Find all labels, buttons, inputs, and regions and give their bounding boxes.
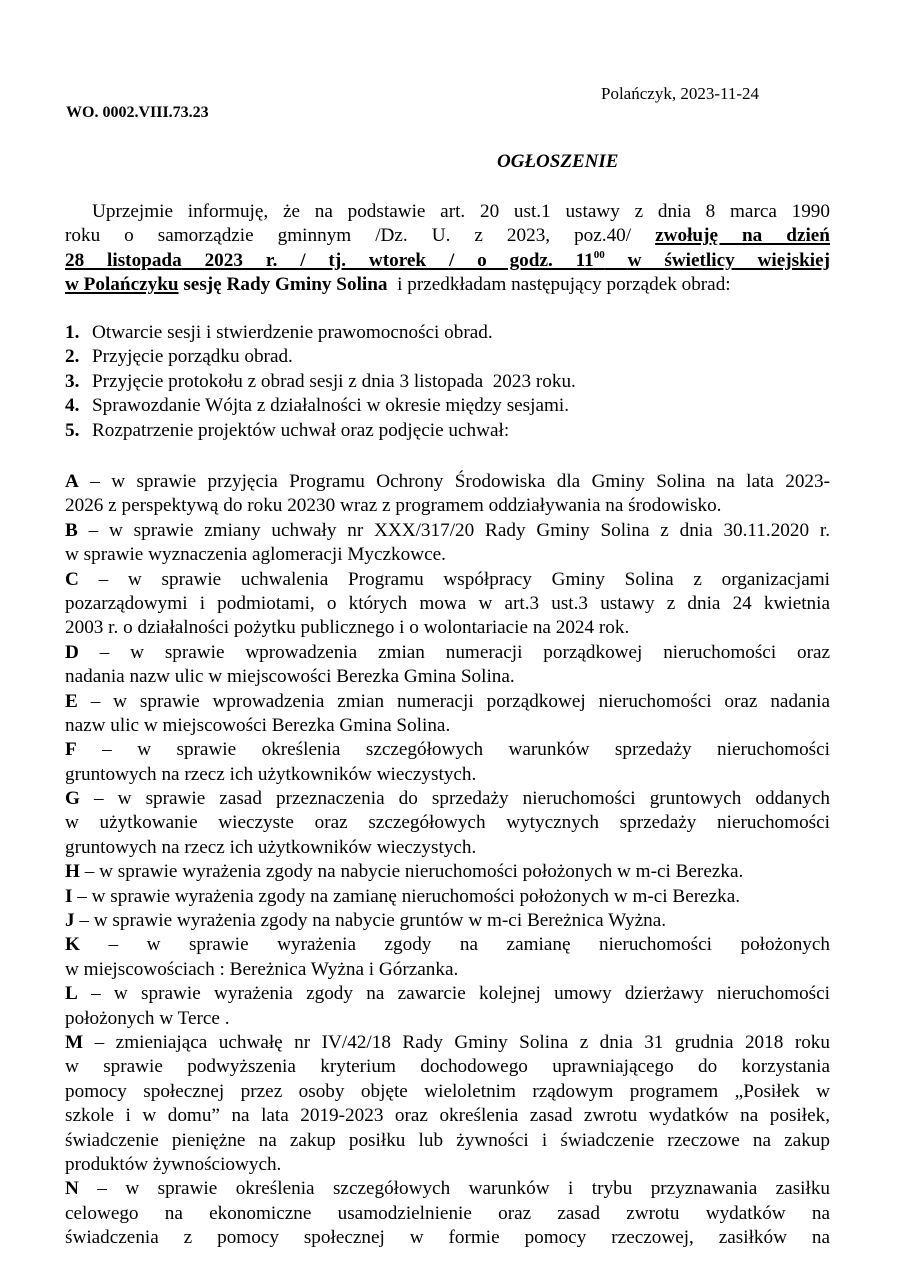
agenda-item-text: Sprawozdanie Wójta z działalności w okresie między sesjami. bbox=[92, 395, 570, 417]
resolution-line bbox=[65, 1177, 830, 1201]
resolution-text: w sprawie wyznaczenia aglomeracji Myczkowce. bbox=[65, 544, 446, 566]
intro-line-2 bbox=[65, 224, 830, 248]
resolution-letter: L bbox=[65, 983, 78, 1005]
resolution-line bbox=[65, 1202, 830, 1226]
resolution-line bbox=[65, 616, 830, 640]
resolution-text: w sprawie podwyższenia kryterium dochodowego uprawniającego do korzystania bbox=[65, 1056, 830, 1078]
agenda-item bbox=[65, 345, 576, 369]
resolution-line bbox=[65, 860, 830, 884]
agenda-item bbox=[65, 370, 576, 394]
resolution-item-a bbox=[65, 470, 830, 519]
resolution-letter: K bbox=[65, 934, 80, 956]
resolution-text: 2026 z perspektywą do roku 20230 wraz z programem oddziaływania na środowisko. bbox=[65, 495, 722, 517]
session-time-hour: / o godz. 11 bbox=[448, 249, 594, 271]
resolution-line bbox=[65, 543, 830, 567]
resolution-text: – w sprawie uchwalenia Programu współpracy Gminy Solina z organizacjami bbox=[98, 568, 830, 590]
resolution-text: – w sprawie wyrażenia zgody na zawarcie kolejnej umowy dzierżawy nieruchomości bbox=[91, 983, 830, 1005]
resolution-letter: D bbox=[65, 641, 79, 663]
resolution-letter: F bbox=[65, 739, 77, 761]
resolution-letter: E bbox=[65, 690, 78, 712]
session-location: w Polańczyku bbox=[65, 274, 179, 296]
place-and-date: Polańczyk, 2023-11-24 bbox=[601, 84, 760, 103]
agenda-item bbox=[65, 419, 576, 443]
resolution-text: świadczenie pieniężne na zakup posiłku lub żywności i świadczenie rzeczowe na zakup bbox=[65, 1129, 830, 1151]
resolution-item-j bbox=[65, 909, 830, 933]
session-date-year-weekday: 2023 r. / tj. wtorek bbox=[204, 249, 427, 271]
session-date-day: 28 listopada bbox=[65, 249, 182, 271]
resolution-line bbox=[65, 763, 830, 787]
resolution-item-b bbox=[65, 519, 830, 568]
resolution-text: – w sprawie wprowadzenia zmian numeracji porządkowej nieruchomości oraz nadania bbox=[90, 690, 830, 712]
resolution-item-g bbox=[65, 787, 830, 860]
resolution-letter: M bbox=[65, 1031, 84, 1053]
resolution-text: 2003 r. o działalności pożytku publicznego i o wolontariacie na 2024 rok. bbox=[65, 617, 630, 639]
resolution-letter: H bbox=[65, 861, 80, 883]
agenda-item-number: 3. bbox=[65, 370, 80, 392]
session-venue: w świetlicy wiejskiej bbox=[627, 249, 831, 271]
resolution-line bbox=[65, 1031, 830, 1055]
resolution-line bbox=[65, 811, 830, 835]
resolution-line bbox=[65, 1104, 830, 1128]
intro-paragraph bbox=[65, 200, 830, 298]
resolution-line bbox=[65, 568, 830, 592]
resolution-line bbox=[65, 1080, 830, 1104]
resolution-text: – w sprawie wyrażenia zgody na nabycie nieruchomości położonych w m-ci Berezka. bbox=[84, 861, 744, 883]
resolution-text: – w sprawie zasad przeznaczenia do sprzedaży nieruchomości gruntowych oddanych bbox=[94, 788, 830, 810]
resolution-line bbox=[65, 1055, 830, 1079]
resolution-text: – w sprawie wyrażenia zgody na zamianę nieruchomości położonych bbox=[108, 934, 830, 956]
intro-legal-basis: roku o samorządzie gminnym /Dz. U. z 2023, poz.40/ bbox=[65, 225, 632, 247]
resolution-letter: G bbox=[65, 788, 80, 810]
resolution-text: nazw ulic w miejscowości Berezka Gmina Solina. bbox=[65, 714, 451, 736]
agenda-item-text: Przyjęcie protokołu z obrad sesji z dnia 3 listopada 2023 roku. bbox=[92, 370, 576, 392]
resolution-text: – w sprawie wyrażenia zgody na zamianę nieruchomości położonych w m-ci Berezka. bbox=[77, 885, 741, 907]
resolution-text: gruntowych na rzecz ich użytkowników wieczystych. bbox=[65, 836, 477, 858]
resolution-line bbox=[65, 665, 830, 689]
agenda-item-number: 2. bbox=[65, 346, 80, 368]
agenda-intro: i przedkładam następujący porządek obrad: bbox=[397, 274, 731, 296]
resolution-text: świadczenia z pomocy społecznej w formie pomocy rzeczowej, zasiłków na bbox=[65, 1227, 830, 1249]
resolution-line bbox=[65, 1153, 830, 1177]
resolution-item-e bbox=[65, 690, 830, 739]
resolution-text: – w sprawie określenia szczegółowych warunków i trybu przyznawania zasiłku bbox=[97, 1178, 831, 1200]
agenda-list bbox=[65, 321, 576, 443]
resolution-text: – w sprawie wprowadzenia zmian numeracji porządkowej nieruchomości oraz bbox=[99, 641, 831, 663]
resolution-line bbox=[65, 494, 830, 518]
document-title: OGŁOSZENIE bbox=[497, 151, 619, 172]
resolution-line bbox=[65, 958, 830, 982]
agenda-item-number: 5. bbox=[65, 419, 80, 441]
agenda-item bbox=[65, 394, 576, 418]
resolution-line bbox=[65, 690, 830, 714]
resolution-letter: C bbox=[65, 568, 79, 590]
resolution-line bbox=[65, 1129, 830, 1153]
convene-phrase: zwołuję na dzień bbox=[655, 225, 830, 247]
resolution-line bbox=[65, 909, 830, 933]
resolution-line bbox=[65, 933, 830, 957]
resolution-line bbox=[65, 641, 830, 665]
resolutions-list bbox=[65, 470, 830, 1251]
agenda-item-number: 4. bbox=[65, 395, 80, 417]
resolution-item-h bbox=[65, 860, 830, 884]
resolution-text: pomocy społecznej przez osoby objęte wieloletnim rządowym programem „Posiłek w bbox=[65, 1080, 830, 1102]
resolution-letter: A bbox=[65, 471, 79, 492]
resolution-line bbox=[65, 1226, 830, 1250]
resolution-text: – w sprawie zmiany uchwały nr XXX/317/20 Rady Gminy Solina z dnia 30.11.2020 r. bbox=[88, 519, 831, 541]
resolution-line bbox=[65, 519, 830, 543]
agenda-item-text: Przyjęcie porządku obrad. bbox=[92, 346, 293, 368]
intro-line-4 bbox=[65, 273, 830, 297]
resolution-line bbox=[65, 470, 830, 494]
resolution-text: nadania nazw ulic w miejscowości Berezka Gmina Solina. bbox=[65, 666, 515, 688]
resolution-text: – w sprawie wyrażenia zgody na nabycie gruntów w m-ci Bereżnica Wyżna. bbox=[79, 910, 667, 932]
resolution-text: celowego na ekonomiczne usamodzielnienie oraz zasad zwrotu wydatków na bbox=[65, 1202, 830, 1224]
resolution-text: położonych w Terce . bbox=[65, 1007, 230, 1029]
agenda-item-text: Rozpatrzenie projektów uchwał oraz podjęcie uchwał: bbox=[92, 419, 510, 441]
resolution-line bbox=[65, 787, 830, 811]
resolution-text: w miejscowościach : Bereżnica Wyżna i Górzanka. bbox=[65, 958, 459, 980]
resolution-line bbox=[65, 885, 830, 909]
session-time-minutes: 00 bbox=[593, 248, 605, 261]
resolution-item-d bbox=[65, 641, 830, 690]
resolution-letter: J bbox=[65, 910, 75, 932]
agenda-item bbox=[65, 321, 576, 345]
resolution-line bbox=[65, 982, 830, 1006]
resolution-text: produktów żywnościowych. bbox=[65, 1153, 282, 1175]
document-reference-number: WO. 0002.VIII.73.23 bbox=[66, 104, 209, 121]
resolution-item-n bbox=[65, 1177, 830, 1250]
resolution-text: – w sprawie przyjęcia Programu Ochrony Środowiska dla Gminy Solina na lata 2023- bbox=[90, 471, 830, 492]
intro-line-3-session-datetime bbox=[65, 249, 830, 273]
intro-line-1: Uprzejmie informuję, że na podstawie art. 20 ust.1 ustawy z dnia 8 marca 1990 bbox=[92, 201, 830, 222]
resolution-letter: N bbox=[65, 1178, 79, 1200]
resolution-text: szkole i w domu” na lata 2019-2023 oraz określenia zasad zwrotu wydatków na posiłek, bbox=[65, 1105, 830, 1127]
session-time bbox=[449, 250, 605, 271]
resolution-letter: I bbox=[65, 885, 73, 907]
resolution-line bbox=[65, 1007, 830, 1031]
resolution-item-k bbox=[65, 933, 830, 982]
resolution-text: gruntowych na rzecz ich użytkowników wieczystych. bbox=[65, 763, 477, 785]
resolution-item-f bbox=[65, 738, 830, 787]
resolution-item-i bbox=[65, 885, 830, 909]
resolution-text: w użytkowanie wieczyste oraz szczegółowych wytycznych sprzedaży nieruchomości bbox=[65, 812, 830, 834]
resolution-item-l bbox=[65, 982, 830, 1031]
resolution-line bbox=[65, 714, 830, 738]
session-name: sesję Rady Gminy Solina bbox=[183, 274, 388, 296]
resolution-text: – zmieniająca uchwałę nr IV/42/18 Rady Gminy Solina z dnia 31 grudnia 2018 roku bbox=[94, 1031, 830, 1053]
resolution-line bbox=[65, 592, 830, 616]
resolution-line bbox=[65, 836, 830, 860]
agenda-item-text: Otwarcie sesji i stwierdzenie prawomocności obrad. bbox=[92, 322, 493, 343]
resolution-text: – w sprawie określenia szczegółowych warunków sprzedaży nieruchomości bbox=[102, 739, 830, 761]
resolution-item-m bbox=[65, 1031, 830, 1177]
resolution-letter: B bbox=[65, 519, 78, 541]
resolution-text: pozarządowymi i podmiotami, o których mowa w art.3 ust.3 ustawy z dnia 24 kwietnia bbox=[65, 592, 830, 614]
agenda-item-number: 1. bbox=[65, 322, 80, 343]
resolution-line bbox=[65, 738, 830, 762]
resolution-item-c bbox=[65, 568, 830, 641]
